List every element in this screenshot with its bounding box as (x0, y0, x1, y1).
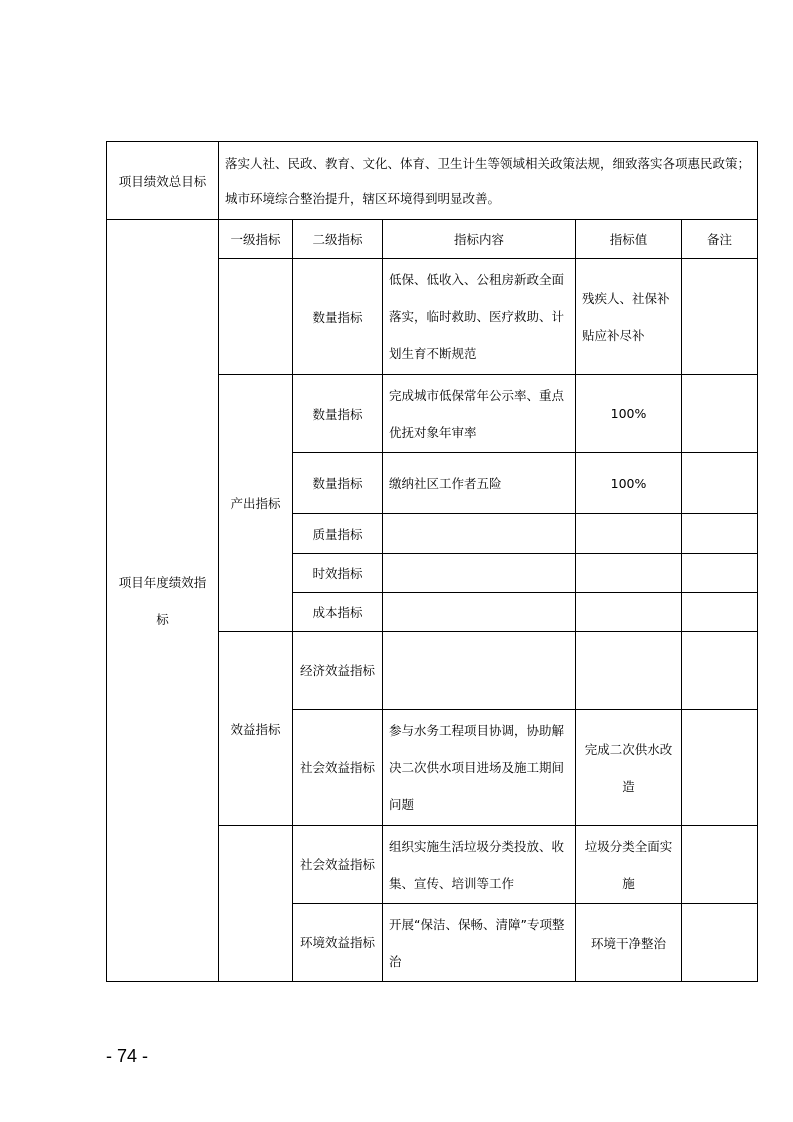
row-note (682, 375, 758, 453)
goal-row (107, 142, 758, 220)
row-note (682, 514, 758, 554)
header-content: 指标内容 (383, 220, 576, 259)
row-level2: 社会效益指标 (293, 826, 383, 904)
row-level2: 数量指标 (293, 259, 383, 375)
row-value: 垃圾分类全面实施 (576, 826, 682, 904)
row-level2: 社会效益指标 (293, 710, 383, 826)
row-content: 完成城市低保常年公示率、重点优抚对象年审率 (383, 375, 576, 453)
header-row (107, 220, 758, 259)
benefit-indicator-label: 效益指标 (219, 632, 293, 826)
row-level2: 数量指标 (293, 375, 383, 453)
row-note (682, 632, 758, 710)
output-indicator-label: 产出指标 (219, 375, 293, 632)
row-level2: 环境效益指标 (293, 904, 383, 982)
row-note (682, 904, 758, 982)
row-value: 100% (576, 453, 682, 514)
row-note (682, 593, 758, 632)
header-level2: 二级指标 (293, 220, 383, 259)
row-value: 残疾人、社保补贴应补尽补 (576, 259, 682, 375)
row-content: 组织实施生活垃圾分类投放、收集、宣传、培训等工作 (383, 826, 576, 904)
row-note (682, 259, 758, 375)
row-note (682, 554, 758, 593)
row-value (576, 514, 682, 554)
row-content (383, 554, 576, 593)
row-value: 环境干净整治 (576, 904, 682, 982)
performance-table (106, 141, 758, 982)
header-level1: 一级指标 (219, 220, 293, 259)
goal-text: 落实人社、民政、教育、文化、体育、卫生计生等领域相关政策法规，细致落实各项惠民政策；城市环境综合整治提升，辖区环境得到明显改善。 (219, 142, 758, 220)
row-value (576, 554, 682, 593)
row-value (576, 593, 682, 632)
row-level2: 数量指标 (293, 453, 383, 514)
row-level2: 质量指标 (293, 514, 383, 554)
row-level2: 成本指标 (293, 593, 383, 632)
row-content: 参与水务工程项目协调，协助解决二次供水项目进场及施工期间问题 (383, 710, 576, 826)
row-content (383, 593, 576, 632)
row-value: 100% (576, 375, 682, 453)
header-note: 备注 (682, 220, 758, 259)
row-content: 缴纳社区工作者五险 (383, 453, 576, 514)
row-content (383, 632, 576, 710)
row-content (383, 514, 576, 554)
row-content: 低保、低收入、公租房新政全面落实，临时救助、医疗救助、计划生育不断规范 (383, 259, 576, 375)
level1-empty-cell (219, 259, 293, 375)
row-note (682, 710, 758, 826)
row-content: 开展“保洁、保畅、清障”专项整治 (383, 904, 576, 982)
page-number: - 74 - (106, 1046, 149, 1066)
row-level2: 时效指标 (293, 554, 383, 593)
row-value: 完成二次供水改造 (576, 710, 682, 826)
goal-label: 项目绩效总目标 (107, 142, 219, 220)
annual-indicator-label: 项目年度绩效指标 (107, 220, 219, 982)
row-level2: 经济效益指标 (293, 632, 383, 710)
row-note (682, 453, 758, 514)
header-value: 指标值 (576, 220, 682, 259)
row-value (576, 632, 682, 710)
level1-empty-cell (219, 826, 293, 982)
row-note (682, 826, 758, 904)
